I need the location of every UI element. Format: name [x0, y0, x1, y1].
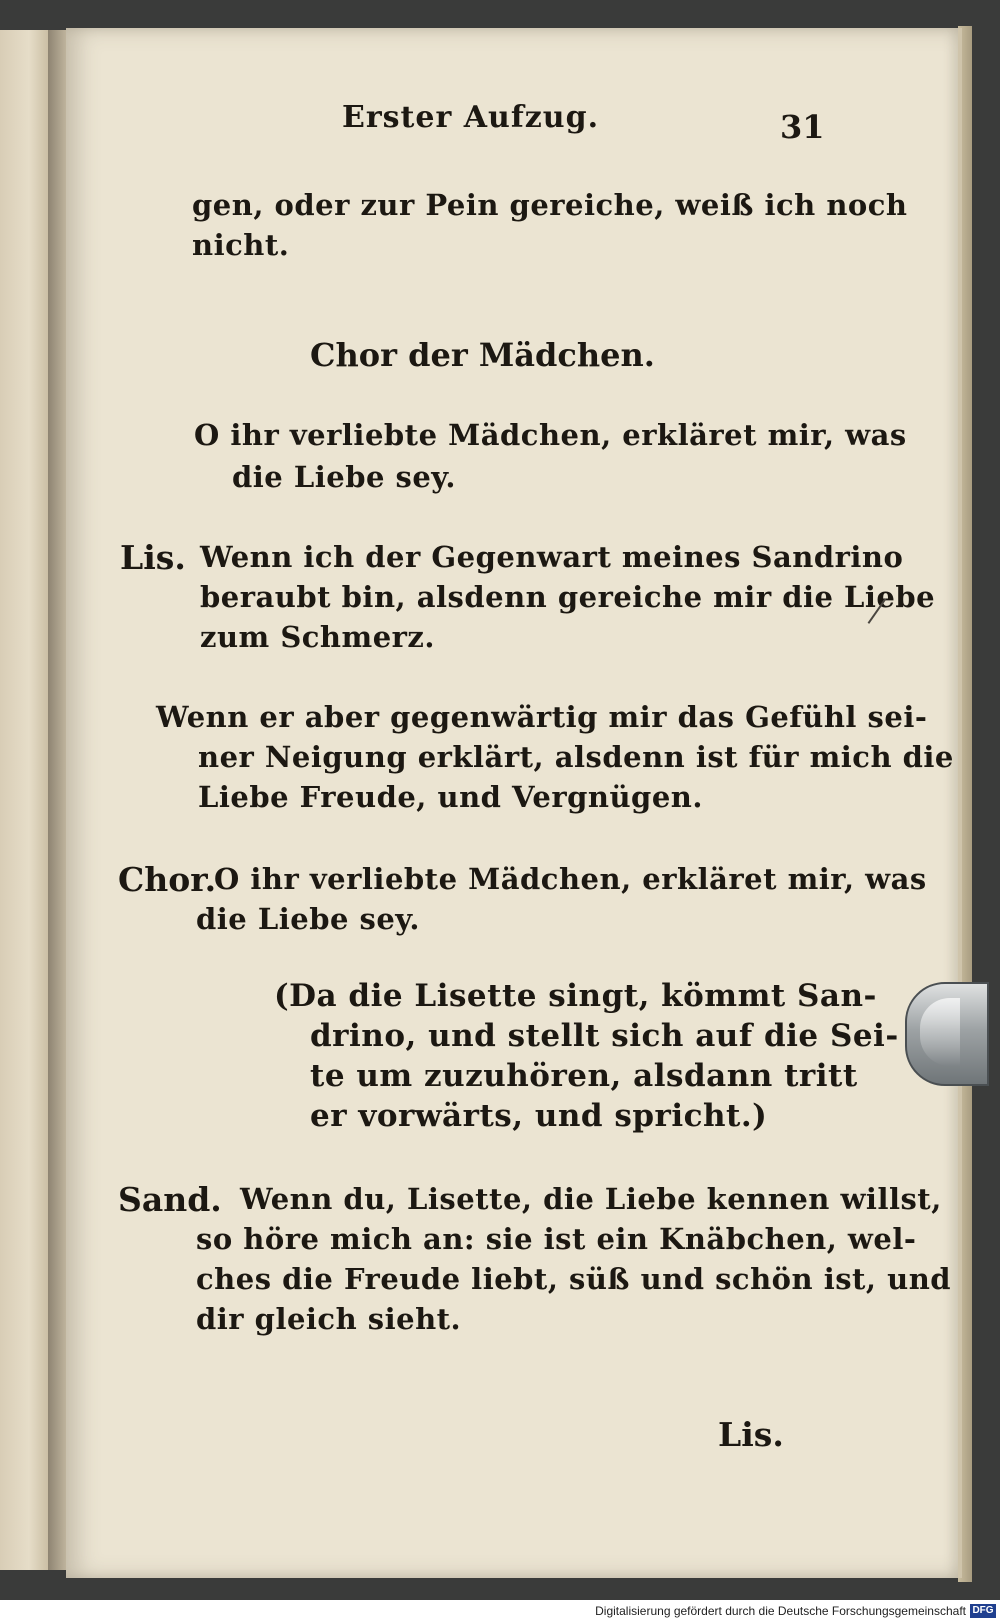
- running-header: Erster Aufzug.: [342, 100, 600, 135]
- dfg-logo: DFG: [970, 1604, 996, 1618]
- stage-direction-line: (Da die Lisette singt, kömmt San-: [274, 978, 877, 1014]
- text-line: ner Neigung erklärt, alsdenn ist für mich die: [198, 740, 954, 774]
- text-line: die Liebe sey.: [196, 902, 420, 936]
- speaker-label: Lis.: [120, 538, 186, 577]
- text-line: beraubt bin, alsdenn gereiche mir die Liebe: [200, 580, 936, 614]
- chorus-heading: Chor der Mädchen.: [310, 336, 655, 374]
- text-line: gen, oder zur Pein gereiche, weiß ich noch: [192, 188, 908, 222]
- text-line: Wenn du, Lisette, die Liebe kennen willst,: [240, 1182, 942, 1216]
- text-line: so höre mich an: sie ist ein Knäbchen, wel-: [196, 1222, 917, 1256]
- text-line: dir gleich sieht.: [196, 1302, 462, 1336]
- stage-direction-line: drino, und stellt sich auf die Sei-: [310, 1018, 899, 1054]
- speaker-label: Chor.: [118, 860, 217, 899]
- text-line: Wenn er aber gegenwärtig mir das Gefühl sei-: [156, 700, 928, 734]
- page-number: 31: [780, 108, 825, 146]
- text-line: Liebe Freude, und Vergnügen.: [198, 780, 703, 814]
- text-line: O ihr verliebte Mädchen, erkläret mir, was: [194, 418, 907, 452]
- left-page-edge: [0, 30, 50, 1570]
- footer-credit: Digitalisierung gefördert durch die Deutsche Forschungsgemeinschaft: [595, 1604, 966, 1618]
- speaker-label: Sand.: [118, 1180, 222, 1219]
- text-line: O ihr verliebte Mädchen, erkläret mir, was: [214, 862, 927, 896]
- text-line: Wenn ich der Gegenwart meines Sandrino: [200, 540, 904, 574]
- text-line: zum Schmerz.: [200, 620, 435, 654]
- catchword: Lis.: [718, 1415, 784, 1454]
- stage-direction-line: te um zuzuhören, alsdann tritt: [310, 1058, 858, 1094]
- text-line: die Liebe sey.: [232, 460, 456, 494]
- stage-direction-line: er vorwärts, und spricht.): [310, 1098, 768, 1134]
- text-line: ches die Freude liebt, süß und schön ist, und: [196, 1262, 952, 1296]
- text-line: nicht.: [192, 228, 290, 262]
